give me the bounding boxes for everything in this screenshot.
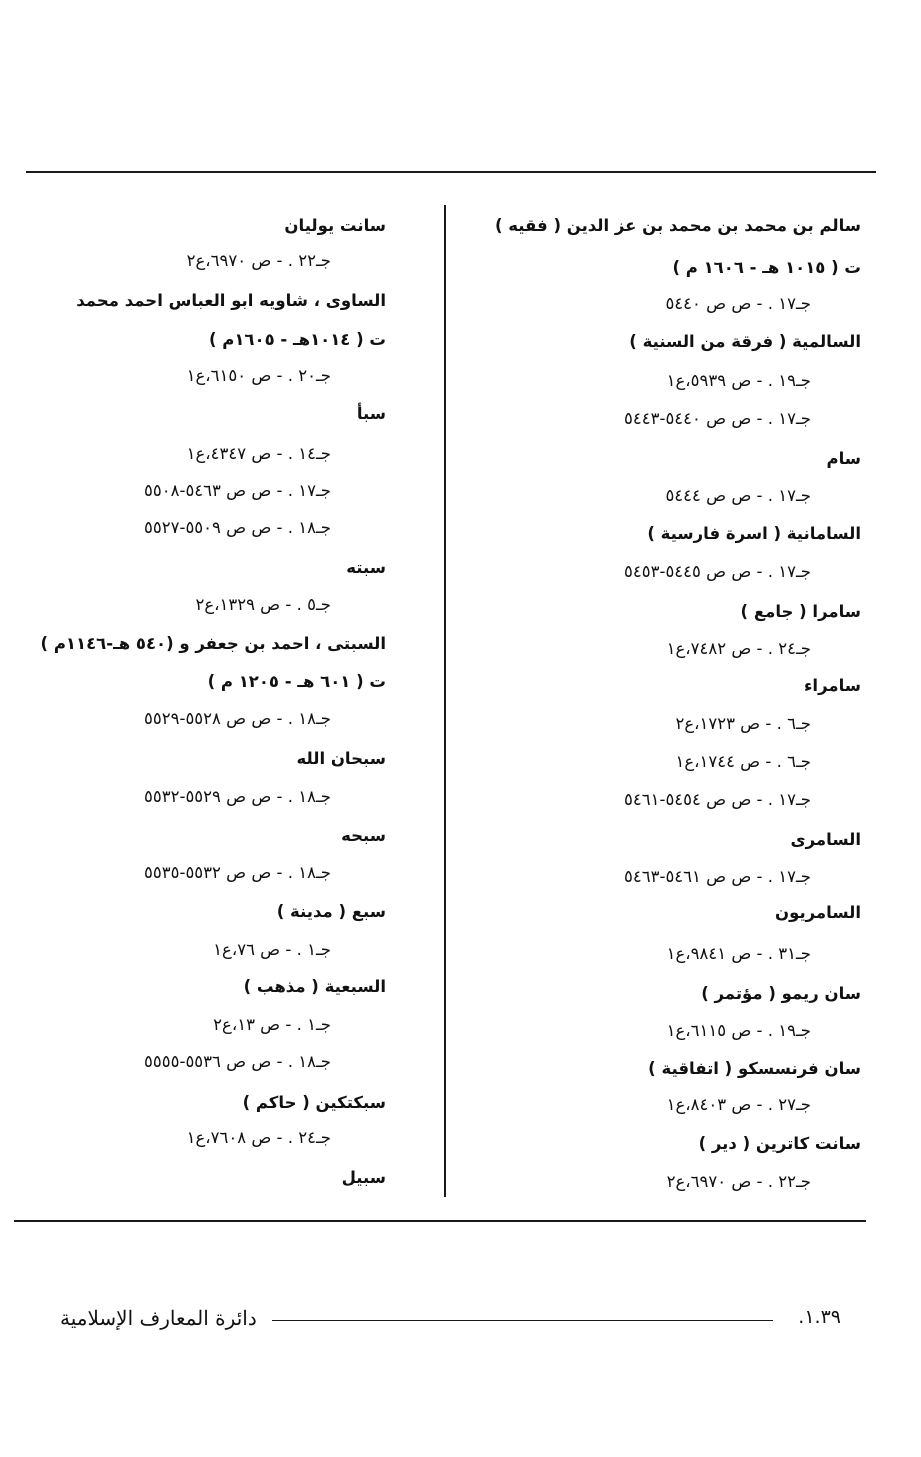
right-entry-heading: سان فرنسسكو ( اتفاقية ): [648, 1059, 861, 1078]
left-entry-reference: جـ١ . - ص ٧٦،ع١: [213, 940, 331, 959]
left-entry-reference: جـ٥ . - ص ١٣٢٩،ع٢: [195, 595, 331, 614]
left-entry-reference: جـ١ . - ص ١٣،ع٢: [213, 1015, 331, 1034]
left-entry-heading: سبكتكين ( حاكم ): [242, 1093, 386, 1112]
right-entry-reference: جـ٢٤ . - ص ٧٤٨٢،ع١: [666, 639, 811, 658]
left-entry-reference: جـ٢٠ . - ص ٦١٥٠،ع١: [186, 366, 331, 385]
top-rule: [26, 171, 876, 173]
page-number: ١.٣٩.: [798, 1306, 841, 1328]
right-entry-reference: جـ٦ . - ص ١٧٢٣،ع٢: [675, 714, 811, 733]
right-entry-reference: جـ٦ . - ص ١٧٤٤،ع١: [675, 752, 811, 771]
right-entry-heading: سانت كاترين ( دير ): [698, 1134, 861, 1153]
left-entry-reference: جـ١٨ . - ص ص ٥٥٠٩-٥٥٢٧: [144, 518, 331, 537]
right-entry-reference: جـ١٧ . - ص ص ٥٤٤٠-٥٤٤٣: [624, 409, 811, 428]
right-entry-heading: سامراء: [804, 676, 861, 695]
right-entry-heading: ت ( ١٠١٥ هـ - ١٦٠٦ م ): [672, 258, 861, 277]
right-entry-reference: جـ٢٢ . - ص ٦٩٧٠،ع٢: [666, 1172, 811, 1191]
left-entry-heading: سبأ: [356, 404, 386, 423]
right-entry-heading: سالم بن محمد بن محمد بن عز الدين ( فقيه ): [495, 216, 861, 235]
right-entry-reference: جـ١٩ . - ص ٦١١٥،ع١: [666, 1021, 811, 1040]
right-entry-reference: جـ١٧ . - ص ص ٥٤٤٤: [665, 486, 811, 505]
left-entry-reference: جـ١٤ . - ص ٤٣٤٧،ع١: [186, 444, 331, 463]
right-entry-heading: السالمية ( فرقة من السنية ): [629, 332, 861, 351]
left-entry-reference: جـ١٨ . - ص ص ٥٥٣٦-٥٥٥٥: [144, 1052, 331, 1071]
left-entry-heading: ت ( ١٠١٤هـ - ١٦٠٥م ): [208, 330, 386, 349]
right-entry-heading: السامرى: [790, 830, 861, 849]
page-footer: [60, 1306, 841, 1336]
footer-rule: [272, 1320, 773, 1321]
right-entry-reference: جـ١٧ . - ص ص ٥٤٦١-٥٤٦٣: [624, 867, 811, 886]
bottom-rule: [14, 1220, 866, 1222]
left-entry-heading: السبعية ( مذهب ): [243, 977, 386, 996]
right-entry-heading: السامانية ( اسرة فارسية ): [647, 524, 861, 543]
left-entry-heading: سانت يوليان: [284, 216, 386, 235]
right-entry-reference: جـ١٧ . - ص ص ٥٤٤٥-٥٤٥٣: [624, 562, 811, 581]
right-entry-heading: السامريون: [775, 903, 861, 922]
left-entry-heading: السبتى ، احمد بن جعفر و (٥٤٠ هـ-١١٤٦م ): [40, 634, 386, 653]
right-entry-reference: جـ٢٧ . - ص ٨٤٠٣،ع١: [666, 1095, 811, 1114]
left-entry-reference: جـ١٧ . - ص ص ٥٤٦٣-٥٥٠٨: [144, 481, 331, 500]
right-entry-reference: جـ٣١ . - ص ٩٨٤١،ع١: [666, 944, 811, 963]
left-entry-heading: سبته: [346, 558, 386, 577]
right-entry-reference: جـ١٧ . - ص ص ٥٤٥٤-٥٤٦١: [624, 790, 811, 809]
left-entry-reference: جـ٢٤ . - ص ٧٦٠٨،ع١: [186, 1128, 331, 1147]
left-entry-reference: جـ٢٢ . - ص ٦٩٧٠،ع٢: [186, 251, 331, 270]
left-entry-heading: سبيل: [341, 1168, 386, 1187]
left-entry-reference: جـ١٨ . - ص ص ٥٥٢٩-٥٥٣٢: [144, 787, 331, 806]
left-entry-heading: سبع ( مدينة ): [276, 902, 386, 921]
footer-title: دائرة المعارف الإسلامية: [60, 1306, 257, 1330]
left-entry-heading: ت ( ٦٠١ هـ - ١٢٠٥ م ): [207, 672, 386, 691]
column-divider: [444, 205, 446, 1197]
right-entry-reference: جـ١٧ . - ص ص ٥٤٤٠: [665, 294, 811, 313]
right-entry-heading: سام: [826, 449, 861, 468]
right-entry-heading: سامرا ( جامع ): [740, 602, 861, 621]
right-entry-reference: جـ١٩ . - ص ٥٩٣٩،ع١: [666, 371, 811, 390]
right-entry-heading: سان ريمو ( مؤتمر ): [701, 984, 861, 1003]
left-entry-heading: سبحان الله: [296, 749, 386, 768]
left-entry-reference: جـ١٨ . - ص ص ٥٥٣٢-٥٥٣٥: [144, 863, 331, 882]
left-entry-reference: جـ١٨ . - ص ص ٥٥٢٨-٥٥٢٩: [144, 709, 331, 728]
left-entry-heading: الساوى ، شاويه ابو العباس احمد محمد: [76, 291, 386, 310]
left-entry-heading: سبحه: [341, 826, 386, 845]
